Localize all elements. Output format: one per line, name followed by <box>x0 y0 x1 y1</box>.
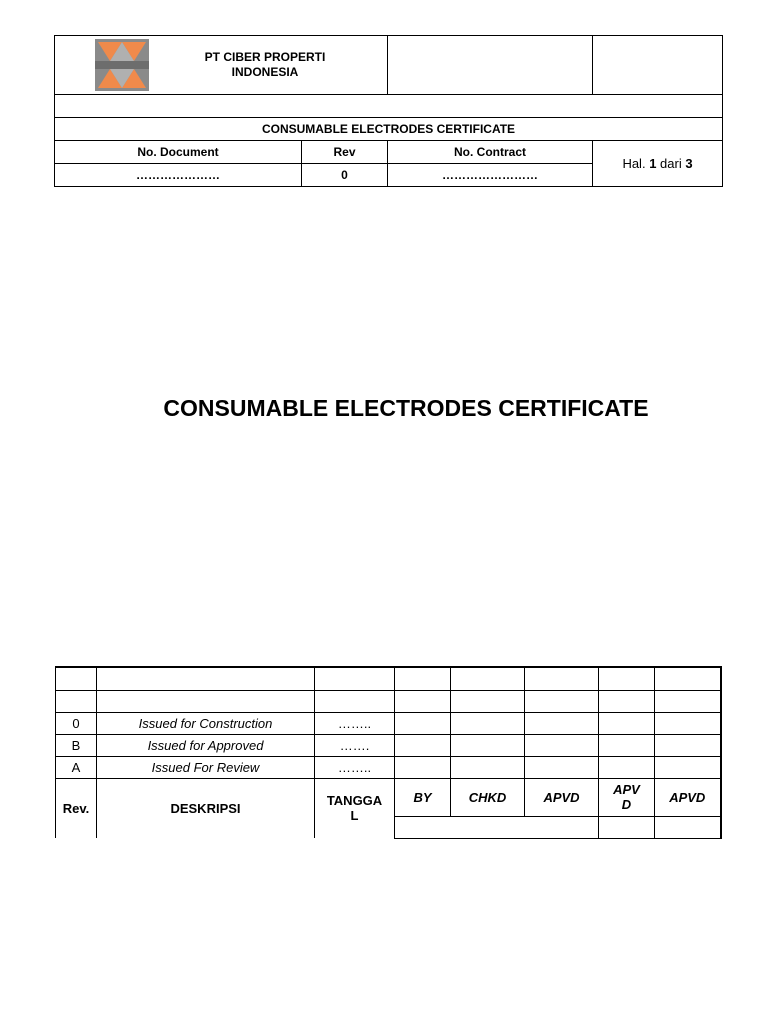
page-mid: dari <box>660 156 682 171</box>
header-rev: Rev. <box>56 778 97 838</box>
header-apvd-2: APVD <box>599 778 655 816</box>
document-number-value: ………………… <box>55 164 302 187</box>
rev-description: Issued For Review <box>97 756 315 778</box>
page-number <box>593 141 723 187</box>
col-contract-label: No. Contract <box>388 141 593 164</box>
rev-description: Issued for Approved <box>97 734 315 756</box>
col-rev-label: Rev <box>302 141 388 164</box>
company-line-2: INDONESIA <box>231 65 299 79</box>
certificate-title-header: CONSUMABLE ELECTRODES CERTIFICATE <box>55 118 723 141</box>
page-prefix: Hal. <box>622 156 646 171</box>
page-title: CONSUMABLE ELECTRODES CERTIFICATE <box>163 395 649 421</box>
revision-table <box>55 666 722 839</box>
company-cell <box>55 36 388 95</box>
rev-value: 0 <box>302 164 388 187</box>
header-blank-row <box>55 95 723 118</box>
rev-date: ……. <box>315 734 395 756</box>
document-header <box>54 35 723 187</box>
company-name <box>149 50 381 80</box>
company-line-1: PT CIBER PROPERTI <box>204 50 326 64</box>
rev-code: A <box>56 756 97 778</box>
table-row <box>56 734 721 756</box>
page-current: 1 <box>649 156 657 171</box>
header-apvd-3: APVD <box>655 778 721 816</box>
header-apvd-1: APVD <box>525 778 599 816</box>
header-description: DESKRIPSI <box>97 778 315 838</box>
contract-number-value: …………………… <box>388 164 593 187</box>
header-blank-cell-1 <box>388 36 593 95</box>
header-chkd: CHKD <box>451 778 525 816</box>
table-row <box>56 712 721 734</box>
rev-date: …….. <box>315 756 395 778</box>
table-row <box>56 690 721 712</box>
company-logo-icon <box>95 39 149 91</box>
rev-description: Issued for Construction <box>97 712 315 734</box>
table-header-row <box>56 778 721 816</box>
rev-code: 0 <box>56 712 97 734</box>
rev-code: B <box>56 734 97 756</box>
page-total: 3 <box>685 156 693 171</box>
table-row <box>56 667 721 690</box>
rev-date: …….. <box>315 712 395 734</box>
col-document-label: No. Document <box>55 141 302 164</box>
header-blank-cell-2 <box>593 36 723 95</box>
header-date: TANGGAL <box>315 778 395 838</box>
header-by: BY <box>395 778 451 816</box>
table-row <box>56 756 721 778</box>
